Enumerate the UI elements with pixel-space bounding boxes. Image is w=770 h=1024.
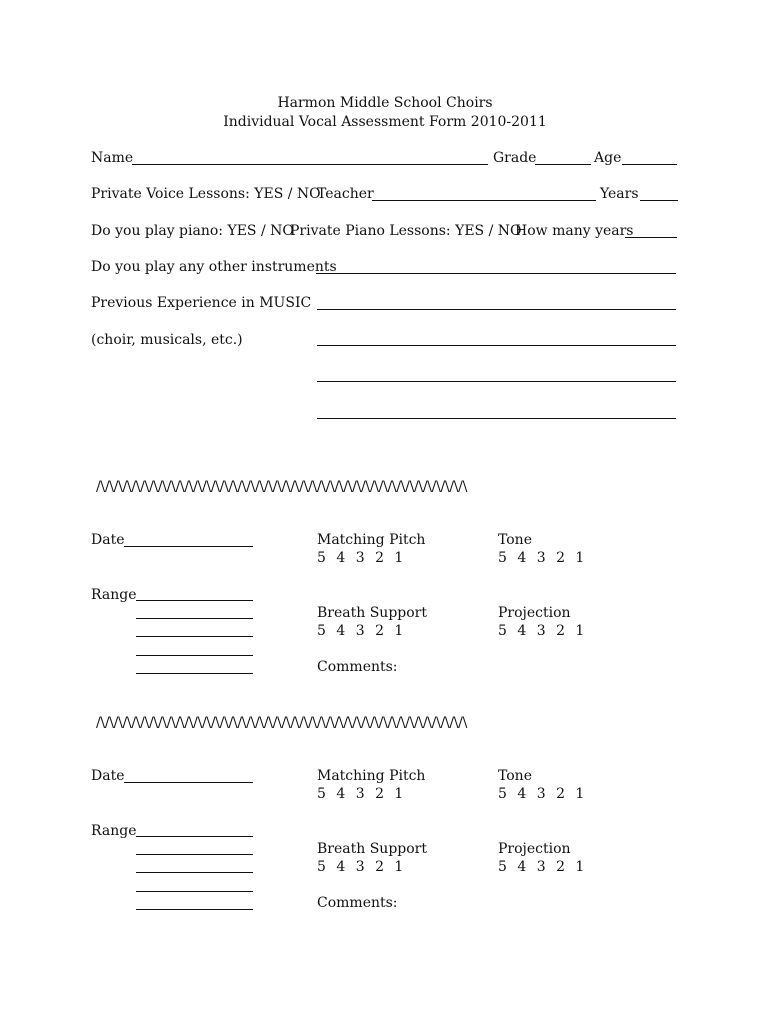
range-field-1[interactable]: [136, 600, 253, 601]
range-field-5[interactable]: [136, 909, 253, 910]
grade-label: Grade: [493, 150, 537, 166]
experience-field-2[interactable]: [317, 345, 676, 346]
range-label: Range: [91, 587, 137, 603]
projection-label: Projection: [498, 841, 571, 857]
how-many-years-label: How many years: [515, 223, 634, 239]
matching-pitch-scale[interactable]: 5 4 3 2 1: [317, 550, 404, 566]
tone-label: Tone: [498, 532, 532, 548]
breath-support-scale[interactable]: 5 4 3 2 1: [317, 859, 404, 875]
grade-field[interactable]: [535, 164, 591, 165]
age-field[interactable]: [622, 164, 677, 165]
range-label: Range: [91, 823, 137, 839]
range-field-3[interactable]: [136, 636, 253, 637]
school-title: Harmon Middle School Choirs: [277, 95, 493, 111]
other-instruments-field[interactable]: [316, 273, 676, 274]
piano-years-field[interactable]: [625, 237, 677, 238]
range-field-2[interactable]: [136, 854, 253, 855]
projection-scale[interactable]: 5 4 3 2 1: [498, 623, 585, 639]
projection-label: Projection: [498, 605, 571, 621]
name-label: Name: [91, 150, 134, 166]
comments-label: Comments:: [317, 895, 398, 911]
zigzag-separator: /\/\/\/\/\/\/\/\/\/\/\/\/\/\/\/\/\/\/\/\/\/\/\/\/\/\/\/\/\/\/\/\/\/\/\/\/\/\/\/\/\/\: [96, 479, 468, 495]
age-label: Age: [594, 150, 622, 166]
form-title: Individual Vocal Assessment Form 2010-2011: [223, 114, 547, 130]
tone-label: Tone: [498, 768, 532, 784]
date-label: Date: [91, 532, 125, 548]
breath-support-label: Breath Support: [317, 605, 427, 621]
matching-pitch-label: Matching Pitch: [317, 768, 426, 784]
tone-scale[interactable]: 5 4 3 2 1: [498, 550, 585, 566]
breath-support-scale[interactable]: 5 4 3 2 1: [317, 623, 404, 639]
range-field-4[interactable]: [136, 891, 253, 892]
tone-scale[interactable]: 5 4 3 2 1: [498, 786, 585, 802]
experience-field-4[interactable]: [317, 418, 676, 419]
name-field[interactable]: [132, 164, 488, 165]
date-field[interactable]: [124, 546, 253, 547]
voice-lessons-label: Private Voice Lessons: YES / NO: [91, 186, 321, 202]
teacher-label: Teacher: [317, 186, 374, 202]
range-field-2[interactable]: [136, 618, 253, 619]
other-instruments-label: Do you play any other instruments: [91, 259, 337, 275]
date-field[interactable]: [124, 782, 253, 783]
years-label: Years: [600, 186, 639, 202]
zigzag-separator: /\/\/\/\/\/\/\/\/\/\/\/\/\/\/\/\/\/\/\/\/\/\/\/\/\/\/\/\/\/\/\/\/\/\/\/\/\/\/\/\/\/\: [96, 715, 468, 731]
experience-field-3[interactable]: [317, 381, 676, 382]
date-label: Date: [91, 768, 125, 784]
range-field-4[interactable]: [136, 655, 253, 656]
piano-label: Do you play piano: YES / NO: [91, 223, 294, 239]
matching-pitch-label: Matching Pitch: [317, 532, 426, 548]
piano-lessons-label: Private Piano Lessons: YES / NO: [290, 223, 522, 239]
teacher-field[interactable]: [372, 200, 596, 201]
experience-hint: (choir, musicals, etc.): [91, 332, 243, 348]
comments-label: Comments:: [317, 659, 398, 675]
projection-scale[interactable]: 5 4 3 2 1: [498, 859, 585, 875]
experience-field-1[interactable]: [317, 309, 676, 310]
experience-label: Previous Experience in MUSIC: [91, 295, 312, 311]
breath-support-label: Breath Support: [317, 841, 427, 857]
years-field[interactable]: [640, 200, 678, 201]
range-field-1[interactable]: [136, 836, 253, 837]
range-field-3[interactable]: [136, 872, 253, 873]
range-field-5[interactable]: [136, 673, 253, 674]
matching-pitch-scale[interactable]: 5 4 3 2 1: [317, 786, 404, 802]
